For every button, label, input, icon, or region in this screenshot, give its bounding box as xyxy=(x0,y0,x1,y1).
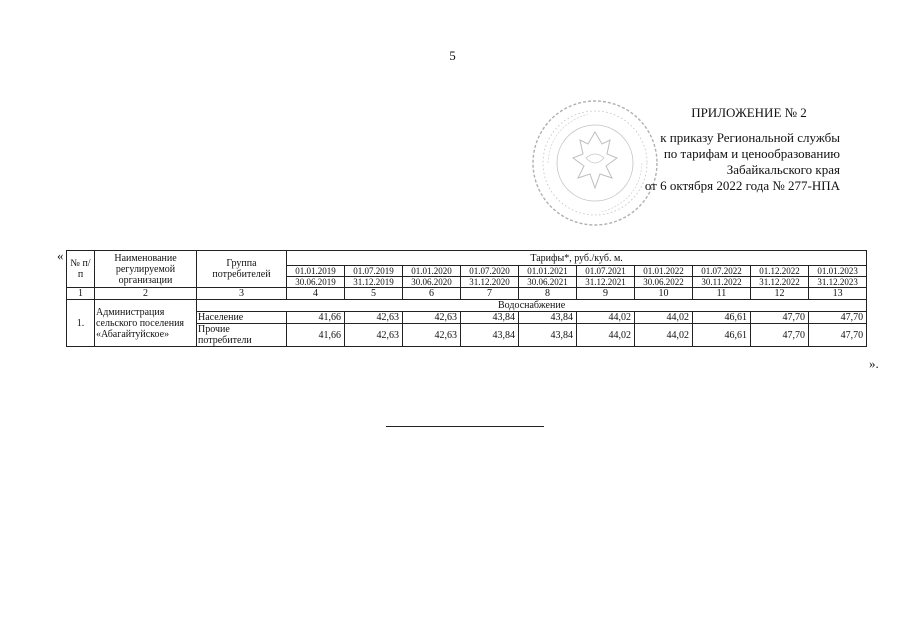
tariff-value: 41,66 xyxy=(287,324,345,347)
period-cell: 01.01.2021 30.06.2021 xyxy=(519,266,577,288)
period-cell: 01.07.2020 31.12.2020 xyxy=(461,266,519,288)
header-tariffs: Тарифы*, руб./куб. м. xyxy=(287,251,867,266)
tariff-value: 43,84 xyxy=(519,312,577,324)
tariff-value: 44,02 xyxy=(635,312,693,324)
tariff-value: 47,70 xyxy=(751,312,809,324)
tariff-value: 41,66 xyxy=(287,312,345,324)
tariff-value: 43,84 xyxy=(519,324,577,347)
column-number: 3 xyxy=(197,288,287,300)
tariff-value: 46,61 xyxy=(693,324,751,347)
column-number: 13 xyxy=(809,288,867,300)
column-number: 4 xyxy=(287,288,345,300)
period-cell: 01.01.2023 31.12.2023 xyxy=(809,266,867,288)
tariff-value: 44,02 xyxy=(577,312,635,324)
tariff-table xyxy=(66,250,867,347)
period-cell: 01.01.2019 30.06.2019 xyxy=(287,266,345,288)
row-number: 1. xyxy=(67,300,95,347)
appendix-line: Забайкальского края xyxy=(726,162,840,177)
column-number: 1 xyxy=(67,288,95,300)
tariff-value: 47,70 xyxy=(809,324,867,347)
period-cell: 01.01.2022 30.06.2022 xyxy=(635,266,693,288)
organization-name: Администрация сельского поселения «Абагайтуйское» xyxy=(95,300,197,347)
tariff-value: 43,84 xyxy=(461,324,519,347)
service-row xyxy=(67,300,867,312)
header-row xyxy=(67,251,867,266)
appendix-line: к приказу Региональной службы xyxy=(660,130,840,145)
tariff-value: 42,63 xyxy=(403,312,461,324)
consumer-group: Прочие потребители xyxy=(197,324,287,347)
column-number-row xyxy=(67,288,867,300)
tariff-value: 46,61 xyxy=(693,312,751,324)
tariff-value: 44,02 xyxy=(635,324,693,347)
tariff-value: 44,02 xyxy=(577,324,635,347)
appendix-block xyxy=(600,105,840,194)
tariff-value: 42,63 xyxy=(345,312,403,324)
column-number: 11 xyxy=(693,288,751,300)
column-number: 8 xyxy=(519,288,577,300)
tariff-value: 47,70 xyxy=(751,324,809,347)
appendix-line: от 6 октября 2022 года № 277-НПА xyxy=(644,178,840,193)
column-number: 12 xyxy=(751,288,809,300)
header-consumer-group: Группа потребителей xyxy=(197,251,287,288)
page-number: 5 xyxy=(449,48,456,63)
consumer-group: Население xyxy=(197,312,287,324)
period-cell: 01.12.2022 31.12.2022 xyxy=(751,266,809,288)
period-cell: 01.07.2019 31.12.2019 xyxy=(345,266,403,288)
period-cell: 01.01.2020 30.06.2020 xyxy=(403,266,461,288)
column-number: 5 xyxy=(345,288,403,300)
period-cell: 01.07.2022 30.11.2022 xyxy=(693,266,751,288)
tariff-value: 47,70 xyxy=(809,312,867,324)
tariff-value: 42,63 xyxy=(345,324,403,347)
appendix-title: ПРИЛОЖЕНИЕ № 2 xyxy=(691,105,807,120)
tariff-value: 42,63 xyxy=(403,324,461,347)
opening-quote: « xyxy=(57,248,64,263)
signature-divider xyxy=(386,426,544,427)
header-number: № п/п xyxy=(67,251,95,288)
column-number: 10 xyxy=(635,288,693,300)
service-name: Водоснабжение xyxy=(197,300,867,312)
tariff-value: 43,84 xyxy=(461,312,519,324)
column-number: 6 xyxy=(403,288,461,300)
period-cell: 01.07.2021 31.12.2021 xyxy=(577,266,635,288)
column-number: 2 xyxy=(95,288,197,300)
column-number: 7 xyxy=(461,288,519,300)
column-number: 9 xyxy=(577,288,635,300)
appendix-line: по тарифам и ценообразованию xyxy=(663,146,840,161)
header-org-name: Наименование регулируемой организации xyxy=(95,251,197,288)
closing-quote: ». xyxy=(869,356,879,371)
